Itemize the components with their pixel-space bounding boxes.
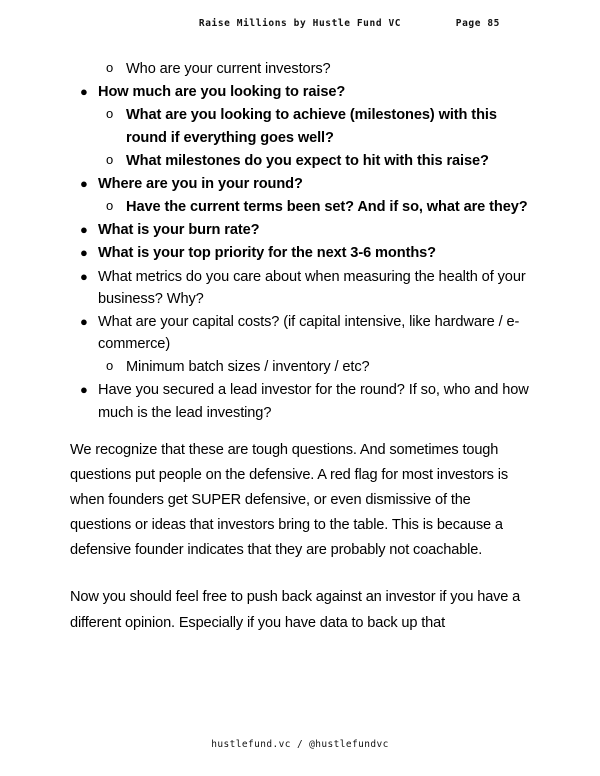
sublist-marker-icon: o: [106, 106, 114, 122]
bullet-marker-icon: ●: [80, 222, 88, 238]
list-item: [70, 266, 540, 310]
header-page-number: Page 85: [455, 18, 500, 29]
page-footer: hustlefund.vc / @hustlefundvc: [211, 739, 389, 750]
list-item-label: Who are your current investors?: [126, 61, 331, 77]
paragraph: We recognize that these are tough questions. And sometimes tough questions put people on the defensive. A red flag for most investors is when founders get SUPER defensive, or even dismissive of the questions or ideas that investors bring to the table. This is because a defensive founder indicates that they are probably not coachable.: [70, 442, 508, 559]
sublist-marker-icon: o: [106, 151, 114, 167]
bullet-marker-icon: ●: [80, 84, 88, 100]
list-item: [98, 196, 540, 218]
list-item-label: How much are you looking to raise?: [98, 84, 346, 101]
list-item: [70, 242, 540, 264]
list-item-label: What are you looking to achieve (milestones) with this round if everything goes well?: [126, 107, 497, 146]
bullet-marker-icon: ●: [80, 382, 88, 398]
list-item: [70, 173, 540, 195]
list-item: [98, 58, 540, 80]
sublist-marker-icon: o: [106, 198, 114, 214]
bullet-marker-icon: ●: [80, 268, 88, 284]
sublist-marker-icon: o: [106, 358, 114, 374]
list-item: [70, 379, 540, 423]
page-header: [0, 18, 600, 29]
paragraph: Now you should feel free to push back against an investor if you have a different opinion. Especially if you have data to back up that: [70, 589, 521, 631]
bullet-marker-icon: ●: [80, 313, 88, 329]
list-item: [70, 311, 540, 355]
list-item: [98, 104, 540, 148]
list-item: [70, 81, 540, 103]
list-item-label: Have you secured a lead investor for the round? If so, who and how much is the lead investing?: [98, 382, 529, 421]
header-title: Raise Millions by Hustle Fund VC: [198, 18, 402, 29]
list-item: [70, 219, 540, 241]
list-item: [98, 150, 540, 172]
bullet-marker-icon: ●: [80, 245, 88, 261]
bullet-marker-icon: ●: [80, 175, 88, 191]
list-item-label: What metrics do you care about when measuring the health of your business? Why?: [98, 268, 526, 307]
list-item-label: What is your burn rate?: [98, 222, 260, 239]
list-item-label: Minimum batch sizes / inventory / etc?: [126, 359, 370, 376]
list-item-label: Have the current terms been set? And if so, what are they?: [126, 199, 528, 216]
sublist-marker-icon: o: [106, 60, 114, 75]
list-item-label: What milestones do you expect to hit with this raise?: [126, 152, 489, 169]
question-list-container: [70, 58, 540, 425]
list-item-label: What is your top priority for the next 3-6 months?: [98, 245, 436, 262]
list-item-label: What are your capital costs? (if capital intensive, like hardware / e-commerce): [98, 313, 520, 353]
body-text-container: [70, 438, 532, 658]
list-item: [98, 356, 540, 378]
list-item-label: Where are you in your round?: [98, 175, 303, 192]
question-list: [70, 58, 540, 424]
